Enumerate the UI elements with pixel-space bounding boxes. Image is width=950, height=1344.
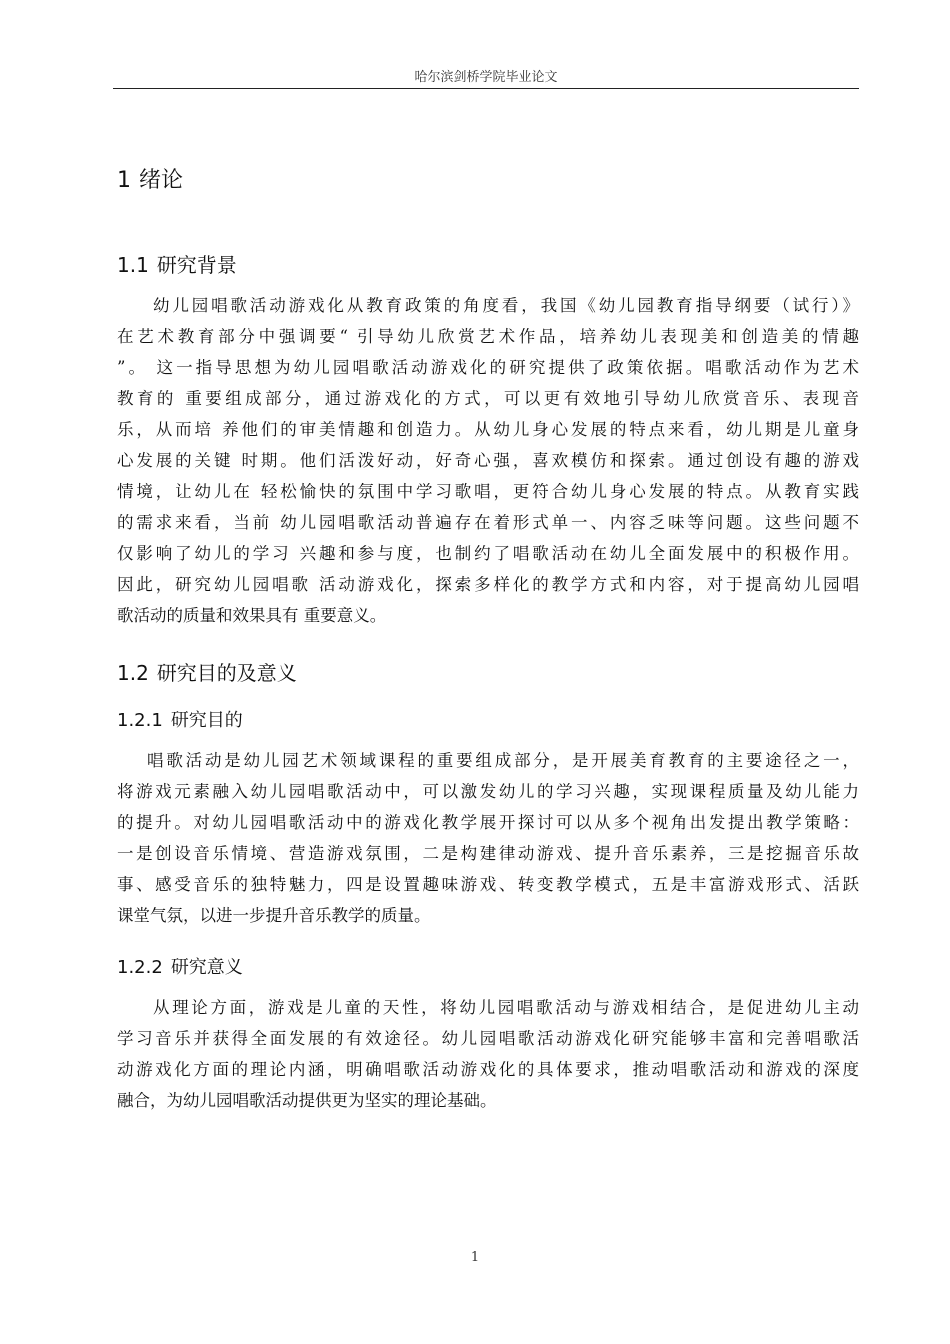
paragraph-line: 歌活动的质量和效果具有 重要意义。	[117, 606, 387, 625]
paragraph-line: 融合，为幼儿园唱歌活动提供更为坚实的理论基础。	[117, 1091, 497, 1110]
paragraph-line: 情境，让幼儿在 轻松愉快的氛围中学习歌唱，更符合幼儿身心发展的特点。从教育实践	[117, 482, 859, 501]
paragraph-line: 学习音乐并获得全面发展的有效途径。幼儿园唱歌活动游戏化研究能够丰富和完善唱歌活	[117, 1029, 859, 1048]
paragraph-line: 一是创设音乐情境、营造游戏氛围，二是构建律动游戏、提升音乐素养，三是挖掘音乐故	[117, 844, 859, 863]
header-rule	[113, 88, 859, 89]
chapter-number: 1	[117, 168, 131, 193]
subsection-heading-1-2-2	[117, 953, 243, 979]
section-heading-1-2	[117, 657, 297, 686]
paragraph-line: 幼儿园唱歌活动游戏化从教育政策的角度看，我国《幼儿园教育指导纲要（试行）》	[153, 296, 859, 315]
subsection-title: 研究目的	[170, 710, 243, 731]
paragraph-research-background	[117, 290, 859, 631]
page-header: 哈尔滨剑桥学院毕业论文	[414, 70, 558, 85]
paragraph-line: 唱歌活动是幼儿园艺术领域课程的重要组成部分，是开展美育教育的主要途径之一，	[147, 751, 859, 770]
chapter-title: 绪论	[139, 168, 184, 193]
page-number: 1	[470, 1250, 480, 1265]
paragraph-line: 的提升。对幼儿园唱歌活动中的游戏化教学展开探讨可以从多个视角出发提出教学策略：	[117, 813, 859, 832]
section-heading-1-1	[117, 249, 237, 278]
paragraph-line: 在艺术教育部分中强调要“ 引导幼儿欣赏艺术作品，培养幼儿表现美和创造美的情趣	[117, 327, 859, 346]
paragraph-research-purpose	[117, 745, 859, 931]
paragraph-research-significance	[117, 992, 859, 1116]
paragraph-line: 课堂气氛，以进一步提升音乐教学的质量。	[117, 906, 431, 925]
chapter-heading	[117, 163, 183, 194]
paragraph-line: 因此，研究幼儿园唱歌 活动游戏化，探索多样化的教学方式和内容，对于提高幼儿园唱	[117, 575, 859, 594]
paragraph-line: 动游戏化方面的理论内涵，明确唱歌活动游戏化的具体要求，推动唱歌活动和游戏的深度	[117, 1060, 859, 1079]
paragraph-line: ”。 这一指导思想为幼儿园唱歌活动游戏化的研究提供了政策依据。唱歌活动作为艺术	[117, 358, 859, 377]
section-title: 研究目的及意义	[156, 661, 297, 685]
paragraph-line: 事、感受音乐的独特魅力，四是设置趣味游戏、转变教学模式，五是丰富游戏形式、活跃	[117, 875, 859, 894]
subsection-title: 研究意义	[170, 957, 243, 978]
subsection-number: 1.2.2	[117, 957, 163, 978]
paragraph-line: 将游戏元素融入幼儿园唱歌活动中，可以激发幼儿的学习兴趣，实现课程质量及幼儿能力	[117, 782, 859, 801]
subsection-heading-1-2-1	[117, 706, 243, 732]
paragraph-line: 的需求来看，当前 幼儿园唱歌活动普遍存在着形式单一、内容乏味等问题。这些问题不	[117, 513, 859, 532]
paragraph-line: 仅影响了幼儿的学习 兴趣和参与度，也制约了唱歌活动在幼儿全面发展中的积极作用。	[117, 544, 859, 563]
section-title: 研究背景	[156, 253, 237, 277]
subsection-number: 1.2.1	[117, 710, 163, 731]
paragraph-line: 心发展的关键 时期。他们活泼好动，好奇心强，喜欢模仿和探索。通过创设有趣的游戏	[117, 451, 859, 470]
section-number: 1.1	[117, 253, 149, 277]
paragraph-line: 从理论方面，游戏是儿童的天性，将幼儿园唱歌活动与游戏相结合，是促进幼儿主动	[153, 998, 859, 1017]
paragraph-line: 乐，从而培 养他们的审美情趣和创造力。从幼儿身心发展的特点来看，幼儿期是儿童身	[117, 420, 859, 439]
section-number: 1.2	[117, 661, 149, 685]
paragraph-line: 教育的 重要组成部分，通过游戏化的方式，可以更有效地引导幼儿欣赏音乐、表现音	[117, 389, 859, 408]
